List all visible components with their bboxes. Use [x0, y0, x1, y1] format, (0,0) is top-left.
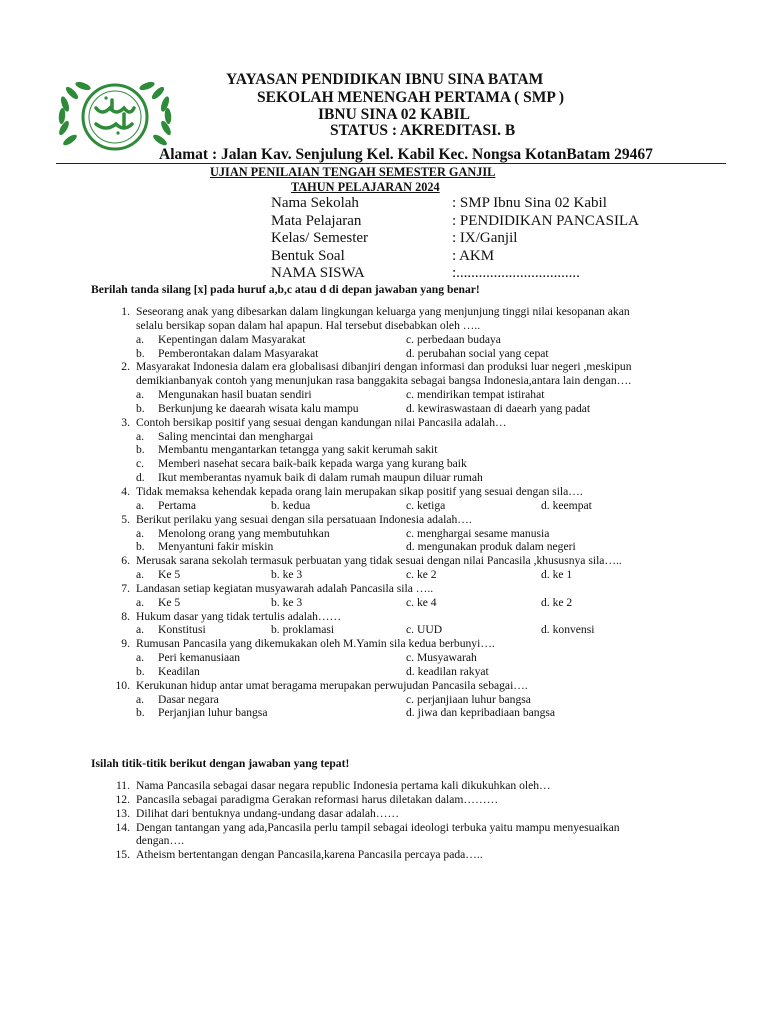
option-letter: a.	[136, 526, 145, 540]
info-value: : AKM	[452, 247, 495, 264]
option-letter: a.	[136, 623, 145, 637]
section2-instruction: Isilah titik-titik berikut dengan jawaban yang tepat!	[91, 757, 350, 770]
question-item	[0, 360, 768, 415]
option-text: Saling mencintai dan menghargai	[158, 429, 314, 443]
option-text: c. UUD	[406, 623, 443, 637]
foundation-name: YAYASAN PENDIDIKAN IBNU SINA BATAM	[226, 71, 544, 88]
header-divider	[56, 163, 726, 164]
question-item	[0, 807, 768, 821]
option-text: Perjanjian luhur bangsa	[158, 706, 268, 720]
option-text: c. mendirikan tempat istirahat	[406, 388, 545, 402]
answer-option	[406, 347, 676, 361]
option-text: b. ke 3	[271, 568, 303, 582]
info-label: Mata Pelajaran	[271, 212, 362, 229]
option-text: Pemberontakan dalam Masyarakat	[158, 346, 319, 360]
question-text: Tidak memaksa kehendak kepada orang lain merupakan sikap positif yang sesuai dengan sila….	[136, 484, 583, 498]
question-text: Hukum dasar yang tidak tertulis adalah……	[136, 609, 342, 623]
answer-option	[406, 665, 676, 679]
answer-options	[136, 527, 768, 555]
answer-option	[136, 443, 437, 457]
accreditation-status: STATUS : AKREDITASI. B	[330, 122, 516, 139]
answer-option	[136, 347, 406, 361]
option-text: c. ketiga	[406, 498, 446, 512]
option-text: Keadilan	[158, 664, 200, 678]
question-item	[0, 485, 768, 513]
answer-option	[136, 693, 406, 707]
option-text: d. mengunakan produk dalam negeri	[406, 540, 576, 554]
option-row	[136, 527, 768, 541]
answer-options	[136, 333, 768, 361]
question-text: Merusak sarana sekolah termasuk perbuatan yang tidak sesuai dengan nilai Pancasila ,khususnya sila…..	[136, 554, 622, 568]
option-text: Menolong orang yang membutuhkan	[158, 526, 330, 540]
option-text: c. ke 4	[406, 595, 437, 609]
option-text: d. konvensi	[541, 623, 595, 637]
answer-option	[271, 568, 406, 582]
option-letter: a.	[136, 568, 145, 582]
option-row	[136, 430, 768, 444]
option-text: Membantu mengantarkan tetangga yang sakit kerumah sakit	[158, 443, 438, 457]
answer-option	[406, 402, 676, 416]
option-row	[136, 457, 768, 471]
option-letter: b.	[136, 346, 145, 360]
option-row	[136, 443, 768, 457]
option-text: d. jiwa dan kepribadiaan bangsa	[406, 706, 556, 720]
option-text: c. Musyawarah	[406, 651, 477, 665]
question-item	[0, 821, 768, 849]
question-number: 10.	[115, 678, 130, 692]
info-row	[271, 265, 639, 283]
answer-option	[406, 333, 676, 347]
answer-option	[136, 651, 406, 665]
question-item	[0, 610, 768, 638]
option-row	[136, 693, 768, 707]
school-name: IBNU SINA 02 KABIL	[318, 106, 471, 123]
info-label: Kelas/ Semester	[271, 230, 369, 247]
answer-option	[136, 540, 406, 554]
option-text: c. menghargai sesame manusia	[406, 526, 550, 540]
answer-option	[541, 499, 676, 513]
option-text: Pertama	[158, 498, 196, 512]
answer-option	[541, 596, 676, 610]
option-letter: a.	[136, 692, 145, 706]
question-item	[0, 637, 768, 679]
option-row	[136, 402, 768, 416]
info-row	[271, 213, 639, 231]
answer-options	[136, 499, 768, 513]
option-text: Mengunakan hasil buatan sendiri	[158, 388, 312, 402]
option-text: Dasar negara	[158, 692, 219, 706]
question-number: 13.	[115, 806, 130, 820]
info-label: Nama Sekolah	[271, 195, 359, 211]
option-letter: a.	[136, 388, 145, 402]
option-text: Memberi nasehat secara baik-baik kepada warga yang kurang baik	[158, 457, 467, 471]
answer-option	[406, 706, 676, 720]
answer-option	[406, 568, 541, 582]
question-number: 5.	[121, 512, 130, 526]
option-text: Konstitusi	[158, 623, 206, 637]
option-letter: a.	[136, 332, 145, 346]
question-number: 14.	[115, 820, 130, 834]
option-row	[136, 347, 768, 361]
answer-option	[136, 471, 483, 485]
question-text: Kerukunan hidup antar umat beragama merupakan perwujudan Pancasila sebagai….	[136, 678, 528, 692]
answer-option	[406, 527, 676, 541]
question-number: 12.	[115, 792, 130, 806]
question-number: 1.	[121, 305, 130, 318]
option-text: b. ke 3	[271, 595, 303, 609]
answer-option	[136, 457, 467, 471]
option-text: b. proklamasi	[271, 623, 335, 637]
option-letter: a.	[136, 498, 145, 512]
option-text: c. perjanjiaan luhur bangsa	[406, 692, 531, 706]
answer-option	[406, 388, 676, 402]
option-letter: d.	[136, 471, 145, 485]
option-text: d. keadilan rakyat	[406, 664, 489, 678]
question-text: Berikut perilaku yang sesuai dengan sila persatuaan Indonesia adalah….	[136, 512, 472, 526]
option-letter: b.	[136, 664, 145, 678]
answer-options	[136, 568, 768, 582]
answer-options	[136, 623, 768, 637]
question-item	[0, 554, 768, 582]
answer-option	[136, 333, 406, 347]
info-row	[271, 230, 639, 248]
option-text: Peri kemanusiaan	[158, 651, 241, 665]
option-letter: c.	[136, 457, 145, 471]
option-row	[136, 499, 768, 513]
school-address: Alamat : Jalan Kav. Senjulung Kel. Kabil Kec. Nongsa KotanBatam 29467	[159, 146, 653, 163]
question-number: 2.	[121, 360, 130, 374]
option-text: d. ke 1	[541, 568, 573, 582]
option-row	[136, 706, 768, 720]
answer-option	[136, 527, 406, 541]
info-label: Bentuk Soal	[271, 247, 345, 264]
option-row	[136, 568, 768, 582]
option-row	[136, 540, 768, 554]
answer-option	[136, 388, 406, 402]
question-text: Dilihat dari bentuknya undang-undang dasar adalah……	[136, 806, 400, 820]
question-number: 8.	[121, 609, 130, 623]
option-letter: b.	[136, 706, 145, 720]
info-value: : PENDIDIKAN PANCASILA	[452, 212, 639, 229]
answer-option	[136, 430, 313, 444]
option-text: c. perbedaan budaya	[406, 332, 501, 346]
option-letter: b.	[136, 401, 145, 415]
option-row	[136, 388, 768, 402]
question-text: Seseorang anak yang dibesarkan dalam lingkungan keluarga yang menjunjung tinggi nilai kesopanan akan selalu bersikap sopan dalam hal apapun. Hal tersebut disebabkan oleh …..	[136, 305, 630, 332]
question-text: Rumusan Pancasila yang dikemukakan oleh M.Yamin sila kedua berbunyi….	[136, 637, 495, 651]
answer-option	[271, 623, 406, 637]
info-value: : IX/Ganjil	[452, 230, 518, 247]
info-label: NAMA SISWA	[271, 265, 365, 282]
option-letter: a.	[136, 595, 145, 609]
answer-options	[136, 596, 768, 610]
answer-option	[136, 402, 406, 416]
exam-year: TAHUN PELAJARAN 2024	[291, 180, 440, 194]
option-letter: b.	[136, 443, 145, 457]
answer-option	[406, 596, 541, 610]
multiple-choice-questions	[0, 305, 768, 720]
option-text: Kepentingan dalam Masyarakat	[158, 332, 306, 346]
info-row	[271, 248, 639, 266]
question-item	[0, 848, 768, 862]
exam-title: UJIAN PENILAIAN TENGAH SEMESTER GANJIL	[210, 165, 496, 179]
option-row	[136, 651, 768, 665]
option-text: b. kedua	[271, 498, 311, 512]
question-text: Nama Pancasila sebagai dasar negara republic Indonesia pertama kali dikukuhkan oleh…	[136, 779, 551, 792]
exam-info	[271, 195, 639, 283]
option-letter: a.	[136, 429, 145, 443]
answer-options	[136, 651, 768, 679]
question-item	[0, 513, 768, 555]
option-row	[136, 665, 768, 679]
question-text: Contoh bersikap positif yang sesuai dengan kandungan nilai Pancasila adalah…	[136, 415, 507, 429]
option-letter: a.	[136, 651, 145, 665]
answer-option	[271, 499, 406, 513]
question-number: 9.	[121, 637, 130, 651]
option-row	[136, 596, 768, 610]
answer-option	[541, 568, 676, 582]
question-number: 6.	[121, 554, 130, 568]
question-number: 15.	[115, 848, 130, 862]
question-item	[0, 793, 768, 807]
essay-questions	[0, 779, 768, 862]
answer-option	[541, 623, 676, 637]
answer-option	[136, 596, 271, 610]
option-text: Ke 5	[158, 568, 181, 582]
section1-instruction: Berilah tanda silang [x] pada huruf a,b,c atau d di depan jawaban yang benar!	[91, 283, 480, 296]
question-item	[0, 582, 768, 610]
school-logo	[56, 78, 174, 156]
answer-options	[136, 430, 768, 485]
school-level: SEKOLAH MENENGAH PERTAMA ( SMP )	[257, 89, 565, 106]
answer-option	[406, 693, 676, 707]
option-text: d. ke 2	[541, 595, 573, 609]
question-text: Pancasila sebagai paradigma Gerakan reformasi harus diletakan dalam………	[136, 792, 499, 806]
option-text: Ke 5	[158, 595, 181, 609]
answer-option	[136, 665, 406, 679]
option-letter: b.	[136, 540, 145, 554]
info-row	[271, 195, 639, 213]
answer-option	[136, 499, 271, 513]
question-item	[0, 679, 768, 721]
option-text: Ikut memberantas nyamuk baik di dalam rumah maupun diluar rumah	[158, 471, 483, 485]
question-item	[0, 779, 768, 793]
answer-option	[136, 568, 271, 582]
answer-options	[136, 693, 768, 721]
answer-option	[136, 706, 406, 720]
answer-option	[136, 623, 271, 637]
answer-option	[406, 651, 676, 665]
info-value: : SMP Ibnu Sina 02 Kabil	[452, 195, 607, 211]
option-text: d. kewiraswastaan di daearh yang padat	[406, 401, 591, 415]
question-number: 3.	[121, 415, 130, 429]
question-text: Masyarakat Indonesia dalam era globalisasi dibanjiri dengan informasi dan produksi luar negeri ,meskipun demikianbanyak contoh yang menunjukan rasa banggakita sebagai bangsa Indonesia,antara lain dengan….	[136, 360, 632, 388]
answer-option	[271, 596, 406, 610]
question-text: Landasan setiap kegiatan musyawarah adalah Pancasila sila …..	[136, 581, 434, 595]
question-number: 11.	[115, 779, 130, 792]
option-text: c. ke 2	[406, 568, 437, 582]
answer-option	[406, 540, 676, 554]
answer-option	[406, 623, 541, 637]
question-number: 4.	[121, 484, 130, 498]
option-row	[136, 623, 768, 637]
question-item	[0, 305, 768, 360]
option-text: d. keempat	[541, 498, 592, 512]
question-number: 7.	[121, 581, 130, 595]
question-item	[0, 416, 768, 485]
answer-options	[136, 388, 768, 416]
option-row	[136, 333, 768, 347]
question-text: Atheism bertentangan dengan Pancasila,karena Pancasila percaya pada…..	[136, 848, 483, 862]
option-text: Menyantuni fakir miskin	[158, 540, 274, 554]
question-text: Dengan tantangan yang ada,Pancasila perlu tampil sebagai ideologi terbuka yaitu mampu menyesuaikan dengan….	[136, 820, 620, 848]
option-row	[136, 471, 768, 485]
answer-option	[406, 499, 541, 513]
option-text: Berkunjung ke daearah wisata kalu mampu	[158, 401, 359, 415]
option-text: d. perubahan social yang cepat	[406, 346, 549, 360]
info-value: :.................................	[452, 265, 580, 282]
